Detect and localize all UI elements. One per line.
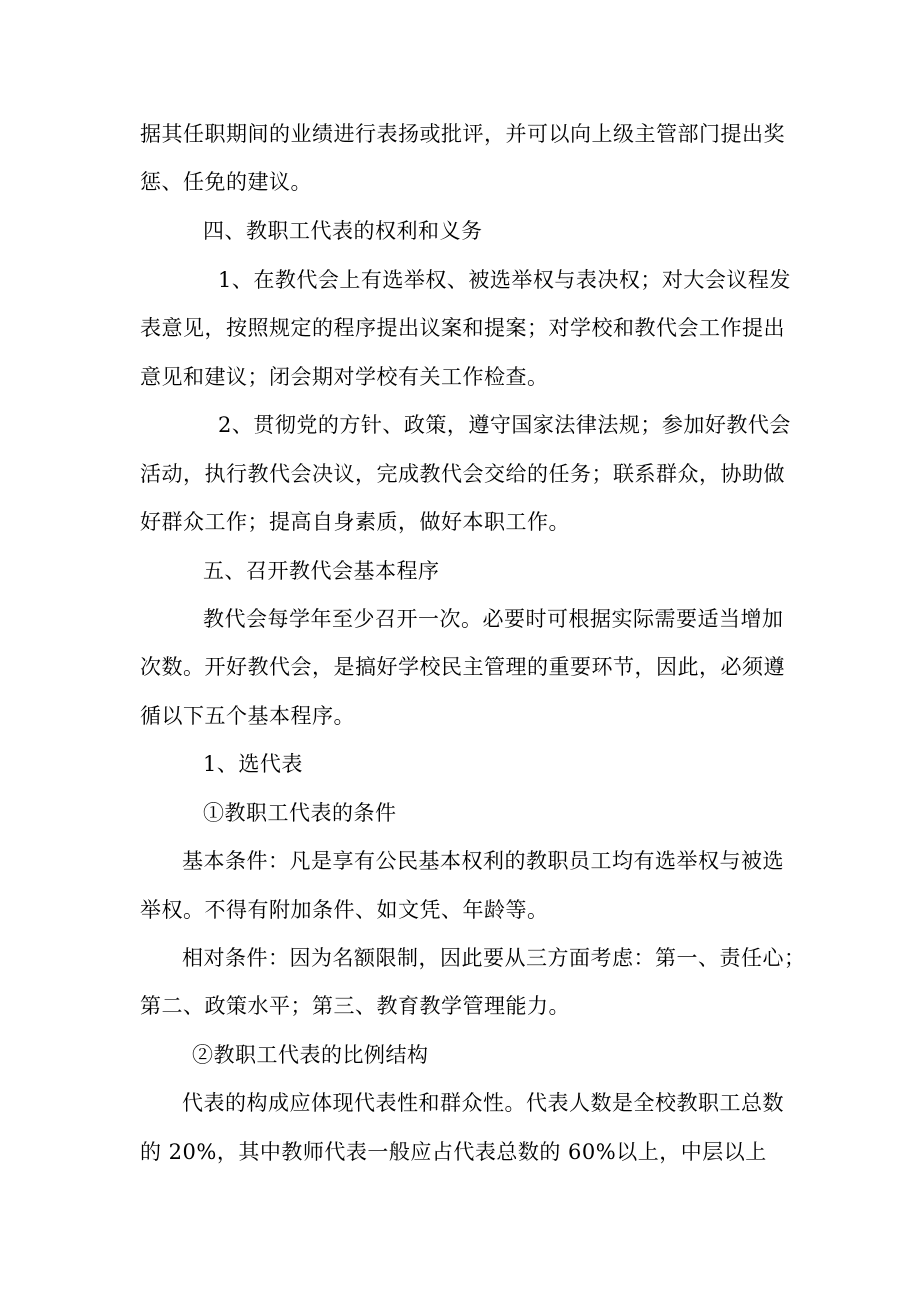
text-line: 1、在教代会上有选举权、被选举权与表决权；对大会议程发 — [218, 268, 791, 292]
text-line: 据其任职期间的业绩进行表扬或批评，并可以向上级主管部门提出奖 — [140, 122, 785, 146]
section-heading-4: 四、教职工代表的权利和义务 — [203, 219, 483, 243]
text-line: 循以下五个基本程序。 — [140, 704, 355, 728]
text-line: 的 20%，其中教师代表一般应占代表总数的 60%以上，中层以上 — [140, 1140, 767, 1164]
text-line: 举权。不得有附加条件、如文凭、年龄等。 — [140, 898, 549, 922]
text-line: 活动，执行教代会决议，完成教代会交给的任务；联系群众，协助做 — [140, 462, 785, 486]
text-line: 教代会每学年至少召开一次。必要时可根据实际需要适当增加 — [203, 607, 784, 631]
text-line: 意见和建议；闭会期对学校有关工作检查。 — [140, 365, 549, 389]
text-line: 好群众工作；提高自身素质，做好本职工作。 — [140, 510, 570, 534]
text-line: 第二、政策水平；第三、教育教学管理能力。 — [140, 994, 570, 1018]
text-line: 表意见，按照规定的程序提出议案和提案；对学校和教代会工作提出 — [140, 316, 785, 340]
text-line: 基本条件：凡是享有公民基本权利的教职员工均有选举权与被选 — [182, 849, 784, 873]
text-line: 惩、任免的建议。 — [140, 170, 312, 194]
text-line: 次数。开好教代会，是搞好学校民主管理的重要环节，因此，必须遵 — [140, 655, 785, 679]
subsection-heading: ②教职工代表的比例结构 — [192, 1043, 429, 1067]
text-line: 2、贯彻党的方针、政策，遵守国家法律法规；参加好教代会 — [218, 413, 791, 437]
section-heading-5: 五、召开教代会基本程序 — [203, 559, 440, 583]
subsection-heading: ①教职工代表的条件 — [203, 801, 397, 825]
subsection-heading: 1、选代表 — [203, 752, 303, 776]
text-line: 代表的构成应体现代表性和群众性。代表人数是全校教职工总数 — [182, 1091, 784, 1115]
text-line: 相对条件：因为名额限制，因此要从三方面考虑：第一、责任心； — [182, 946, 806, 970]
